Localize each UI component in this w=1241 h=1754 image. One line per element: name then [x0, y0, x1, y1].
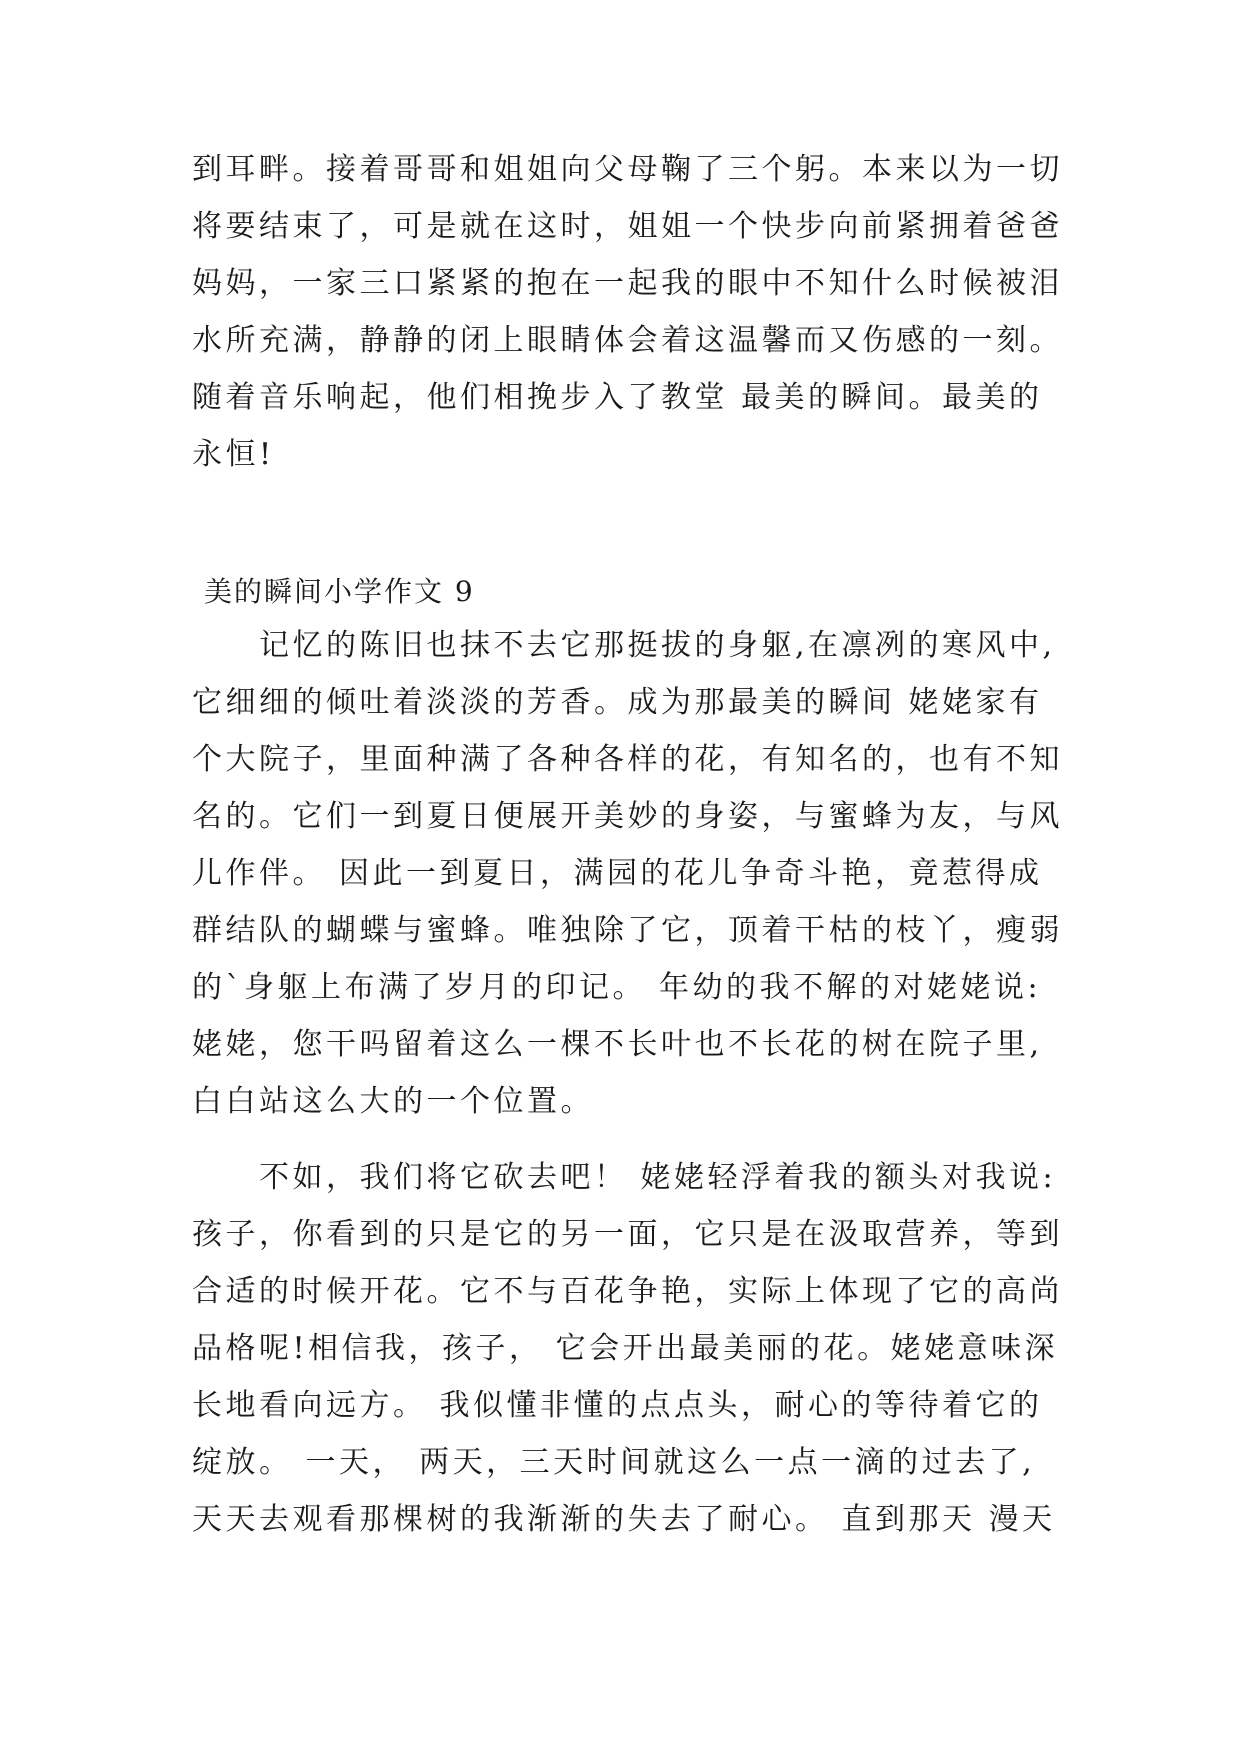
paragraph-3-line-5: 长地看向远方。 我似懂非懂的点点头，耐心的等待着它的 — [192, 1388, 1043, 1423]
paragraph-1-line-4: 水所充满，静静的闭上眼睛体会着这温馨而又伤感的一刻。 — [192, 323, 1063, 358]
paragraph-2-line-1: 记忆的陈旧也抹不去它那挺拔的身躯,在凛冽的寒风中, — [192, 628, 1056, 663]
paragraph-2-line-6: 群结队的蝴蝶与蜜蜂。唯独除了它，顶着干枯的枝丫，瘦弱 — [192, 913, 1063, 948]
paragraph-3-line-2: 孩子，你看到的只是它的另一面，它只是在汲取营养，等到 — [192, 1217, 1063, 1252]
paragraph-3-line-3: 合适的时候开花。它不与百花争艳，实际上体现了它的高尚 — [192, 1274, 1063, 1309]
paragraph-3-line-6: 绽放。 一天， 两天，三天时间就这么一点一滴的过去了, — [192, 1445, 1036, 1480]
paragraph-2-line-9: 白白站这么大的一个位置。 — [192, 1084, 594, 1119]
paragraph-1-line-2: 将要结束了，可是就在这时，姐姐一个快步向前紧拥着爸爸 — [192, 209, 1063, 244]
paragraph-3-line-7: 天天去观看那棵树的我渐渐的失去了耐心。 直到那天 漫天 — [192, 1502, 1056, 1537]
paragraph-2-line-7: 的`身躯上布满了岁月的印记。 年幼的我不解的对姥姥说: — [192, 970, 1042, 1005]
paragraph-1-line-5: 随着音乐响起，他们相挽步入了教堂 最美的瞬间。最美的 — [192, 380, 1043, 415]
paragraph-2-line-2: 它细细的倾吐着淡淡的芳香。成为那最美的瞬间 姥姥家有 — [192, 685, 1043, 720]
paragraph-2-line-3: 个大院子，里面种满了各种各样的花，有知名的，也有不知 — [192, 742, 1063, 777]
paragraph-2-line-5: 儿作伴。 因此一到夏日，满园的花儿争奇斗艳，竟惹得成 — [192, 856, 1043, 891]
paragraph-3-line-4: 品格呢!相信我，孩子， 它会开出最美丽的花。姥姥意味深 — [192, 1331, 1059, 1366]
paragraph-3-line-1: 不如，我们将它砍去吧！ 姥姥轻浮着我的额头对我说: — [192, 1160, 1057, 1195]
paragraph-1-line-1: 到耳畔。接着哥哥和姐姐向父母鞠了三个躬。本来以为一切 — [192, 152, 1063, 187]
section-title: 美的瞬间小学作文 9 — [204, 575, 475, 608]
paragraph-1-line-3: 妈妈，一家三口紧紧的抱在一起我的眼中不知什么时候被泪 — [192, 266, 1063, 301]
paragraph-2-line-4: 名的。它们一到夏日便展开美妙的身姿，与蜜蜂为友，与风 — [192, 799, 1063, 834]
paragraph-2-line-8: 姥姥，您干吗留着这么一棵不长叶也不长花的树在院子里, — [192, 1027, 1043, 1062]
paragraph-1-line-6: 永恒! — [192, 437, 275, 472]
